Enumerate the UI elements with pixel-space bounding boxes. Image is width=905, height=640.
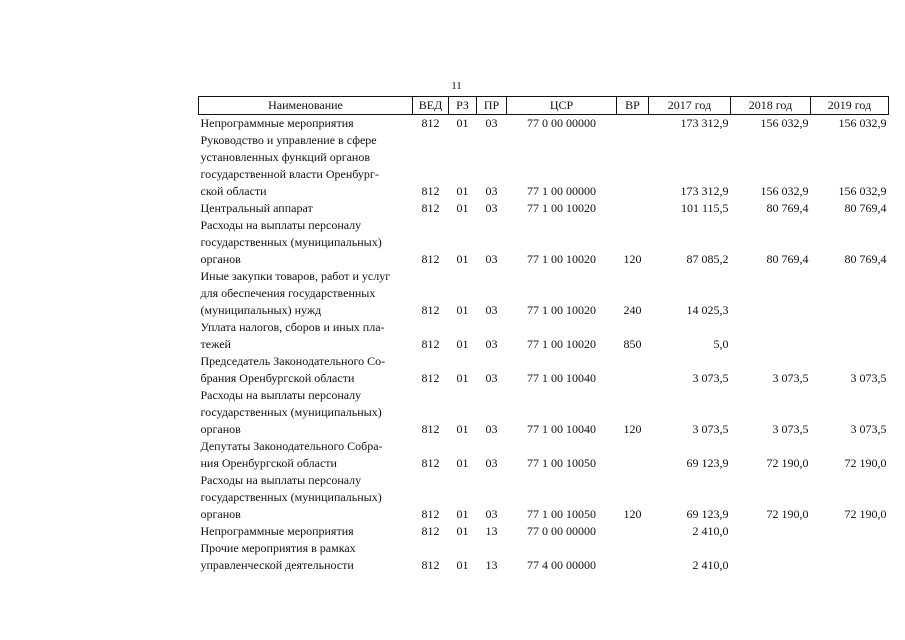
row-2017: 14 025,3 [686, 303, 729, 317]
row-2017: 173 312,9 [680, 116, 729, 130]
table-row [199, 472, 889, 523]
row-2019 [811, 319, 889, 353]
row-2018: 3 073,5 [772, 422, 809, 436]
row-csr: 77 1 00 00000 [527, 184, 596, 198]
row-vr [617, 523, 649, 540]
row-name: Непрограммные мероприятия [200, 524, 354, 538]
row-name: Расходы на выплаты персоналу государственных (муниципальных) органов [200, 473, 382, 521]
row-ved: 812 [421, 252, 440, 266]
row-2018 [731, 268, 811, 319]
header-name: Наименование [199, 97, 413, 115]
table-header-row [199, 97, 889, 115]
header-2018: 2018 год [731, 97, 811, 115]
row-name: Депутаты Законодательного Собра- ния Оренбургской области [200, 439, 383, 470]
row-2017: 101 115,5 [680, 201, 729, 215]
row-pr: 03 [485, 422, 498, 436]
row-csr: 77 4 00 00000 [527, 558, 596, 572]
row-pr: 03 [485, 337, 498, 351]
header-2017: 2017 год [649, 97, 731, 115]
row-ved: 812 [421, 337, 440, 351]
table-row [199, 438, 889, 472]
row-2017: 69 123,9 [686, 507, 729, 521]
row-vr: 120 [623, 252, 642, 266]
row-name: Председатель Законодательного Со- брания Оренбургской области [200, 354, 386, 385]
row-2019: 72 190,0 [844, 507, 887, 521]
row-2017: 5,0 [713, 337, 729, 351]
row-name: Центральный аппарат [200, 201, 313, 215]
row-2017: 87 085,2 [686, 252, 729, 266]
row-name: Иные закупки товаров, работ и услуг для обеспечения государственных (муниципальных) нужд [200, 269, 391, 317]
row-2019 [811, 540, 889, 574]
row-rz: 01 [456, 456, 469, 470]
row-ved: 812 [421, 184, 440, 198]
row-name: Расходы на выплаты персоналу государственных (муниципальных) органов [200, 218, 382, 266]
row-pr: 03 [485, 456, 498, 470]
row-rz: 01 [456, 422, 469, 436]
row-pr: 03 [485, 116, 498, 130]
row-name: Непрограммные мероприятия [200, 116, 354, 130]
row-2018: 72 190,0 [766, 507, 809, 521]
row-2018: 156 032,9 [760, 184, 809, 198]
row-rz: 01 [456, 507, 469, 521]
row-rz: 01 [456, 252, 469, 266]
row-2018: 80 769,4 [766, 252, 809, 266]
row-vr: 850 [623, 337, 642, 351]
row-ved: 812 [421, 201, 440, 215]
row-csr: 77 0 00 00000 [527, 116, 596, 130]
row-2019: 156 032,9 [838, 184, 887, 198]
row-2019: 156 032,9 [838, 116, 887, 130]
row-2019: 3 073,5 [850, 422, 887, 436]
row-rz: 01 [456, 184, 469, 198]
row-pr: 03 [485, 184, 498, 198]
row-vr: 120 [623, 422, 642, 436]
row-ved: 812 [421, 524, 440, 538]
row-2018: 3 073,5 [772, 371, 809, 385]
row-2019: 80 769,4 [844, 252, 887, 266]
row-2017: 2 410,0 [692, 558, 729, 572]
table-row [199, 217, 889, 268]
row-pr: 03 [485, 201, 498, 215]
table-row [199, 115, 889, 133]
row-ved: 812 [421, 303, 440, 317]
row-ved: 812 [421, 558, 440, 572]
row-vr [617, 115, 649, 133]
row-csr: 77 1 00 10050 [527, 507, 596, 521]
row-2017: 3 073,5 [692, 422, 729, 436]
header-ved: ВЕД [413, 97, 449, 115]
row-csr: 77 0 00 00000 [527, 524, 596, 538]
table-row [199, 268, 889, 319]
row-2017: 3 073,5 [692, 371, 729, 385]
row-pr: 03 [485, 371, 498, 385]
row-csr: 77 1 00 10020 [527, 252, 596, 266]
row-2018: 72 190,0 [766, 456, 809, 470]
header-csr: ЦСР [507, 97, 617, 115]
header-pr: ПР [477, 97, 507, 115]
row-csr: 77 1 00 10040 [527, 422, 596, 436]
row-pr: 13 [485, 524, 498, 538]
row-pr: 03 [485, 507, 498, 521]
row-2018: 80 769,4 [766, 201, 809, 215]
row-ved: 812 [421, 422, 440, 436]
row-csr: 77 1 00 10050 [527, 456, 596, 470]
row-pr: 03 [485, 252, 498, 266]
row-2019: 72 190,0 [844, 456, 887, 470]
row-2018 [731, 540, 811, 574]
row-rz: 01 [456, 116, 469, 130]
row-vr [617, 132, 649, 200]
row-vr [617, 353, 649, 387]
row-rz: 01 [456, 303, 469, 317]
row-2017: 173 312,9 [680, 184, 729, 198]
row-ved: 812 [421, 507, 440, 521]
row-rz: 01 [456, 371, 469, 385]
row-name: Уплата налогов, сборов и иных пла- тежей [200, 320, 385, 351]
row-vr [617, 540, 649, 574]
table-row [199, 319, 889, 353]
row-csr: 77 1 00 10040 [527, 371, 596, 385]
header-2019: 2019 год [811, 97, 889, 115]
row-ved: 812 [421, 116, 440, 130]
row-vr: 120 [623, 507, 642, 521]
row-2018: 156 032,9 [760, 116, 809, 130]
row-vr [617, 438, 649, 472]
header-rz: РЗ [449, 97, 477, 115]
row-pr: 13 [485, 558, 498, 572]
row-2017: 2 410,0 [692, 524, 729, 538]
row-2019 [811, 523, 889, 540]
table-row [199, 387, 889, 438]
row-2019 [811, 268, 889, 319]
row-name: Руководство и управление в сфере установленных функций органов государственной власти Оренбург- ской области [200, 133, 379, 198]
row-2019: 80 769,4 [844, 201, 887, 215]
table-row [199, 353, 889, 387]
table-row [199, 523, 889, 540]
table-row [199, 540, 889, 574]
page-number: 11 [451, 80, 462, 92]
row-2018 [731, 319, 811, 353]
row-vr [617, 200, 649, 217]
row-csr: 77 1 00 10020 [527, 303, 596, 317]
row-csr: 77 1 00 10020 [527, 201, 596, 215]
row-name: Расходы на выплаты персоналу государственных (муниципальных) органов [200, 388, 382, 436]
row-name: Прочие мероприятия в рамках управленческой деятельности [200, 541, 356, 572]
row-csr: 77 1 00 10020 [527, 337, 596, 351]
row-2019: 3 073,5 [850, 371, 887, 385]
row-rz: 01 [456, 201, 469, 215]
table-row [199, 200, 889, 217]
row-vr: 240 [623, 303, 642, 317]
row-rz: 01 [456, 337, 469, 351]
header-vr: ВР [617, 97, 649, 115]
table-row [199, 132, 889, 200]
row-rz: 01 [456, 524, 469, 538]
row-pr: 03 [485, 303, 498, 317]
row-rz: 01 [456, 558, 469, 572]
row-ved: 812 [421, 371, 440, 385]
row-2018 [731, 523, 811, 540]
budget-table [198, 96, 889, 574]
row-2017: 69 123,9 [686, 456, 729, 470]
row-ved: 812 [421, 456, 440, 470]
